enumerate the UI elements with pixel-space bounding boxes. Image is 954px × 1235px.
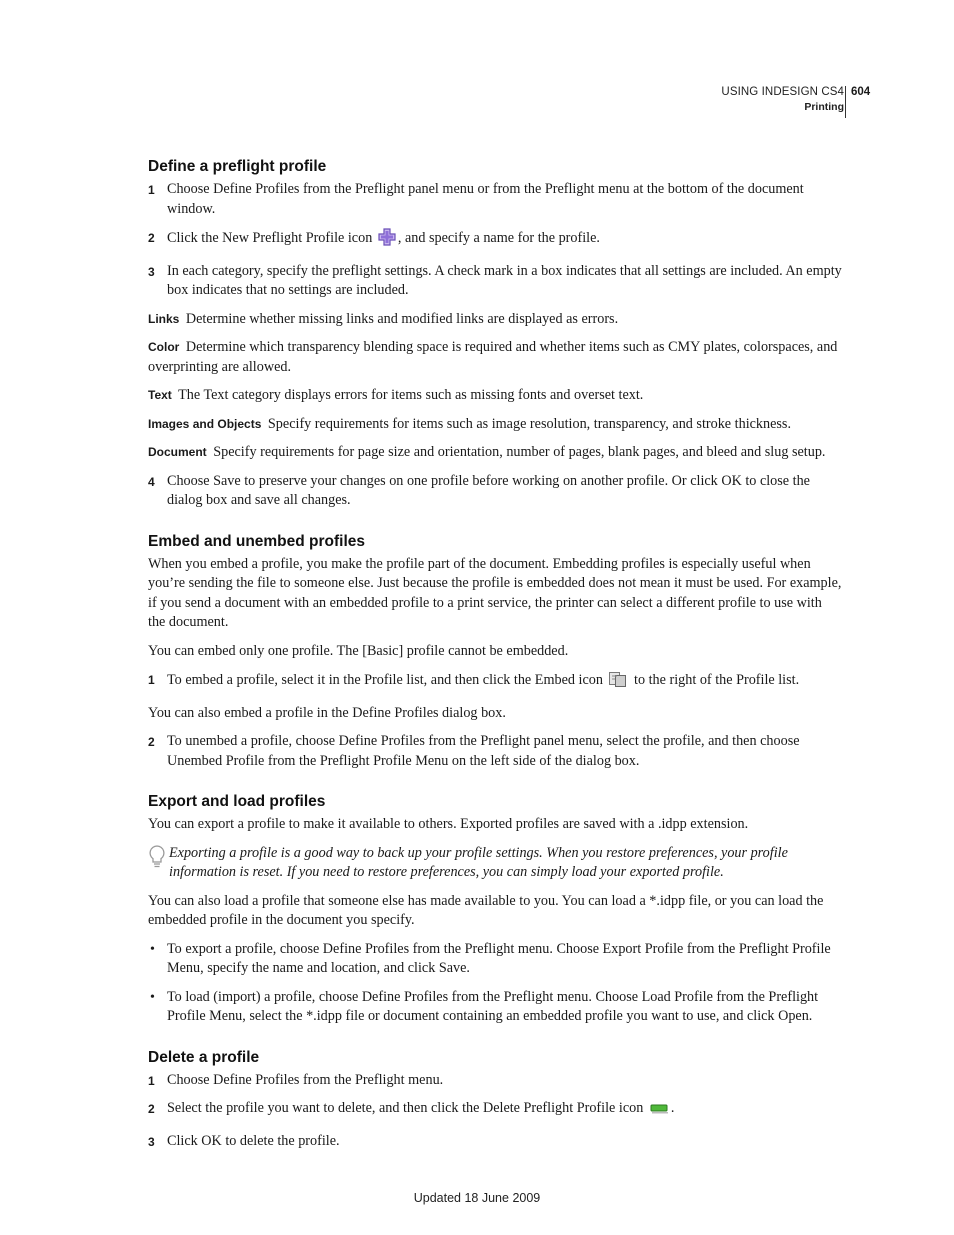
paragraph: You can export a profile to make it available to others. Exported profiles are saved with a .idpp extension.: [148, 816, 749, 832]
step-item: 3 Click OK to delete the profile.: [148, 1132, 340, 1149]
page-number: 604: [851, 86, 871, 98]
book-title: USING INDESIGN CS4: [721, 86, 844, 98]
definition-links: Links Determine whether missing links and modified links are displayed as errors.: [148, 310, 619, 327]
embed-icon: [608, 670, 628, 695]
section-title-delete: Delete a profile: [148, 1048, 260, 1066]
definition-text: Text The Text category displays errors for items such as missing fonts and overset text.: [148, 387, 644, 403]
paragraph: You can embed only one profile. The [Basic] profile cannot be embedded.: [148, 642, 569, 659]
step-item: 1 Choose Define Profiles from the Preflight panel menu or from the Preflight menu at the bottom of the document window.: [148, 181, 804, 217]
section-title-export: Export and load profiles: [148, 793, 326, 810]
footer-updated: Updated 18 June 2009: [413, 1191, 541, 1205]
chapter-title: Printing: [804, 101, 844, 113]
page-content: [148, 158, 842, 1151]
step-item: 3 In each category, specify the preflight settings. A check mark in a box indicates that all settings are included. An empty box indicates that no settings are included.: [148, 262, 842, 298]
paragraph: You can also embed a profile in the Define Profiles dialog box.: [148, 704, 506, 721]
minus-icon: [649, 1100, 669, 1123]
section-title-define: Define a preflight profile: [148, 158, 327, 175]
step-item: 1 Choose Define Profiles from the Preflight menu.: [148, 1071, 444, 1088]
section-title-embed: Embed and unembed profiles: [148, 532, 366, 550]
header-divider: [845, 86, 846, 118]
list-item: • To load (import) a profile, choose Define Profiles from the Preflight menu. Choose Load Profile from the Preflight Profile Menu, select the *.idpp file or document containing an embedded profile you want to use, and click Open.: [150, 988, 819, 1024]
list-item: • To export a profile, choose Define Profiles from the Preflight menu. Choose Export Profile from the Preflight Profile Menu, specify the name and location, and click Save.: [150, 940, 831, 976]
running-header: [721, 86, 844, 113]
step-item: 2 Click the New Preflight Profile icon , and specify a name for the profile.: [148, 228, 842, 253]
step-item: 2 Select the profile you want to delete, and then click the Delete Preflight Profile icon .: [148, 1099, 842, 1123]
plus-icon: [378, 228, 396, 253]
step-item: 2 To unembed a profile, choose Define Profiles from the Preflight panel menu, select the profile, and then choose Unembed Profile from the Preflight Profile Menu on the left side of the dialog box.: [148, 733, 800, 769]
step-item: 4 Choose Save to preserve your changes on one profile before working on another profile. Or click OK to close the dialog box and save all changes.: [148, 472, 810, 508]
definition-color: Color Determine which transparency blending space is required and whether items such as CMY plates, colorspaces, and overprinting are allowed.: [148, 339, 838, 375]
paragraph: You can also load a profile that someone else has made available to you. You can load a *.idpp file, or you can load the embedded profile in the document you specify.: [148, 892, 824, 928]
step-item: 1 To embed a profile, select it in the Profile list, and then click the Embed icon to the right of the Profile list.: [148, 670, 842, 695]
tip-note: Exporting a profile is a good way to back up your profile settings. When you restore preferences, your profile information is reset. If you need to restore preferences, you can simply load your exported profile.: [148, 844, 842, 883]
lightbulb-icon: [148, 844, 166, 877]
paragraph: When you embed a profile, you make the profile part of the document. Embedding profiles is especially useful when you’re sending the file to someone else. Just because the profile is embedded does not mean it must be used. For example, if you send a document with an embedded profile to a print service, the printer can select a different profile to use with the document.: [148, 555, 842, 630]
definition-document: Document Specify requirements for page size and orientation, number of pages, blank pages, and bleed and slug setup.: [148, 444, 826, 460]
definition-images: Images and Objects Specify requirements for items such as image resolution, transparency, and stroke thickness.: [148, 415, 792, 432]
